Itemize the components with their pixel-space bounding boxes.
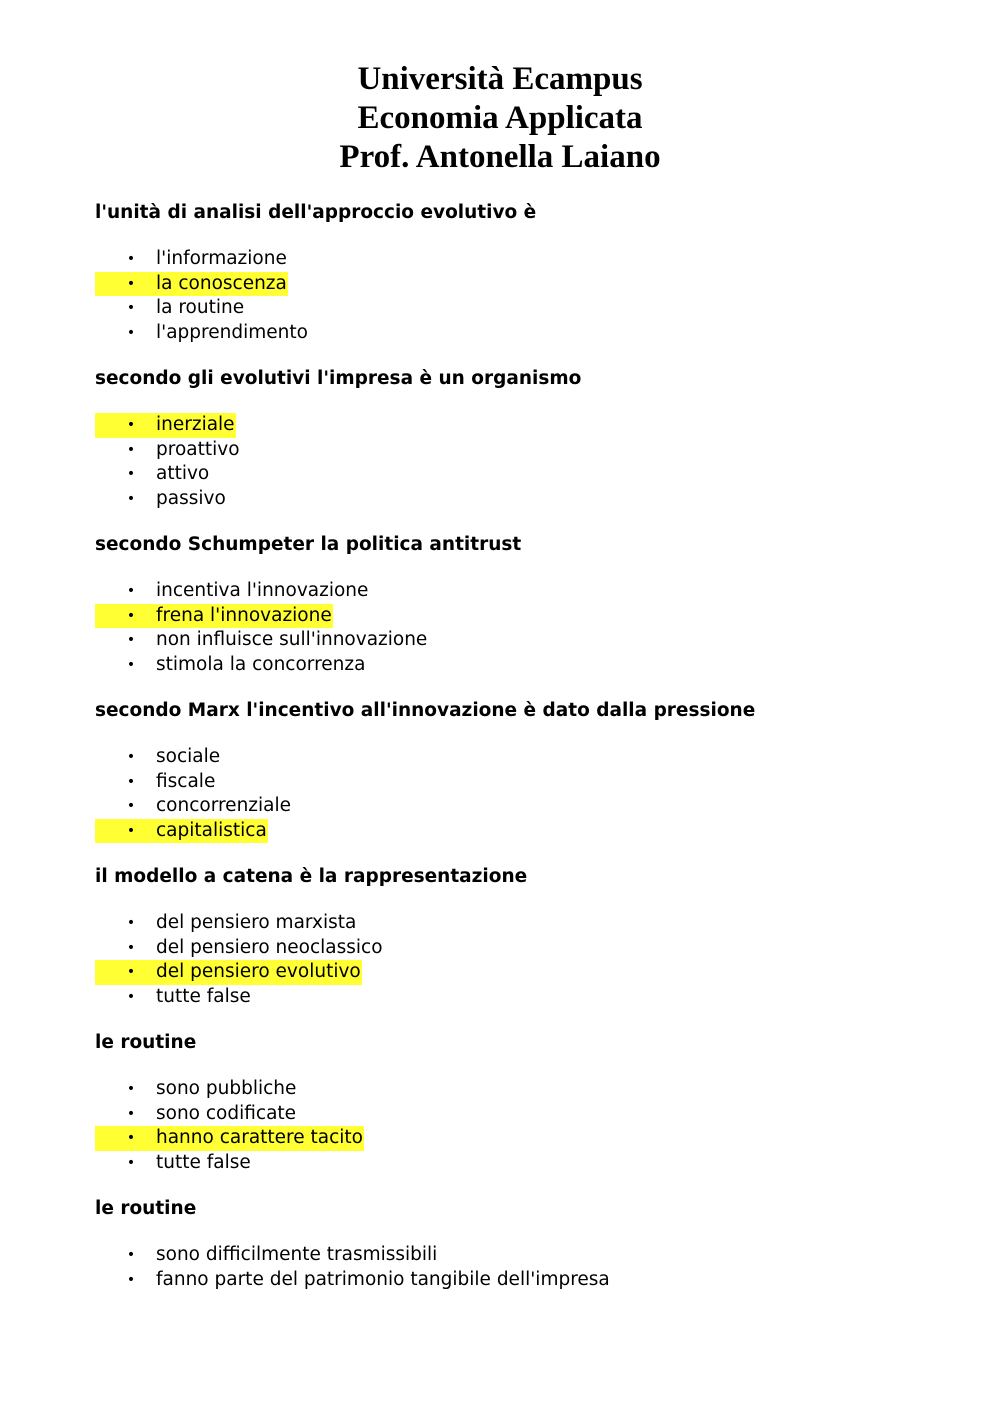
answer-text: sono difficilmente trasmissibili (156, 1244, 438, 1265)
answer-item (95, 1102, 955, 1127)
bullet-icon: • (126, 417, 136, 433)
bullet-icon: • (126, 490, 136, 507)
answer-text: attivo (156, 463, 210, 484)
answer-text: hanno carattere tacito (156, 1127, 363, 1148)
bullet-icon: • (126, 1130, 136, 1146)
answer-row (95, 579, 369, 604)
bullet-icon: • (126, 1154, 136, 1171)
question-block (95, 697, 955, 843)
answer-item (95, 819, 955, 844)
answer-text: capitalistica (156, 819, 267, 841)
bullet-icon: • (126, 607, 136, 624)
answer-text: fiscale (156, 770, 216, 792)
answer-item (95, 438, 955, 463)
bullet-icon: • (126, 441, 136, 458)
answer-row (95, 296, 245, 321)
answer-item (95, 960, 955, 985)
answer-item (95, 1243, 955, 1268)
university-name: Università Ecampus (357, 61, 643, 97)
question-text: l'unità di analisi dell'approccio evolutivo è (95, 202, 537, 223)
answer-item (95, 1151, 955, 1176)
answer-row (95, 321, 309, 346)
bullet-icon: • (126, 939, 136, 956)
answer-row (95, 653, 366, 678)
bullet-icon: • (126, 1081, 136, 1097)
answer-item (95, 462, 955, 487)
bullet-icon: • (126, 749, 136, 765)
answer-row (95, 247, 288, 272)
bullet-icon: • (126, 300, 136, 316)
answer-item (95, 794, 955, 819)
answer-row (95, 911, 357, 936)
quiz-content (95, 199, 955, 1312)
answer-row (95, 628, 428, 653)
answer-text: fanno parte del patrimonio tangibile dell'impresa (156, 1268, 610, 1290)
document-header (0, 60, 1000, 177)
answer-text: la conoscenza (156, 272, 287, 294)
question-text: secondo Marx l'incentivo all'innovazione è dato dalla pressione (95, 700, 756, 721)
bullet-icon: • (126, 324, 136, 341)
answer-item (95, 296, 955, 321)
bullet-icon: • (126, 656, 136, 673)
answer-text: inerziale (156, 414, 235, 435)
answer-item (95, 653, 955, 678)
answer-item (95, 321, 955, 346)
bullet-icon: • (126, 1271, 136, 1288)
answer-row (95, 1151, 252, 1176)
question-text: le routine (95, 1032, 197, 1053)
question-text: le routine (95, 1198, 197, 1219)
course-name: Economia Applicata (357, 100, 643, 136)
answer-list (95, 247, 955, 345)
professor-name: Prof. Antonella Laiano (339, 139, 661, 175)
bullet-icon: • (126, 251, 136, 267)
answer-row (95, 1243, 438, 1268)
answer-list (95, 1243, 955, 1292)
bullet-icon: • (126, 915, 136, 931)
question-block (95, 863, 955, 1009)
answer-list (95, 1077, 955, 1175)
answer-text: stimola la concorrenza (156, 653, 366, 675)
answer-list (95, 911, 955, 1009)
answer-item (95, 272, 955, 297)
answer-item (95, 1126, 955, 1151)
question-block (95, 199, 955, 345)
question-text: secondo Schumpeter la politica antitrust (95, 534, 522, 555)
answer-text: sociale (156, 746, 221, 767)
answer-item (95, 487, 955, 512)
answer-text: del pensiero evolutivo (156, 961, 361, 982)
bullet-icon: • (126, 466, 136, 482)
answer-text: concorrenziale (156, 795, 292, 816)
answer-text: sono codificate (156, 1102, 297, 1124)
answer-row (95, 272, 288, 297)
answer-item (95, 1077, 955, 1102)
bullet-icon: • (126, 1247, 136, 1263)
answer-row (95, 462, 210, 487)
answer-row (95, 819, 268, 844)
question-block (95, 1195, 955, 1292)
answer-row (95, 745, 221, 770)
bullet-icon: • (126, 583, 136, 599)
answer-item (95, 770, 955, 795)
answer-list (95, 745, 955, 843)
answer-row (95, 438, 241, 463)
answer-item (95, 985, 955, 1010)
answer-row (95, 1126, 364, 1151)
answer-text: non influisce sull'innovazione (156, 629, 428, 650)
answer-text: incentiva l'innovazione (156, 580, 369, 601)
answer-item (95, 579, 955, 604)
answer-text: l'apprendimento (156, 321, 308, 343)
answer-text: tutte false (156, 1151, 251, 1173)
answer-text: del pensiero neoclassico (156, 936, 383, 958)
answer-row (95, 487, 227, 512)
bullet-icon: • (126, 822, 136, 839)
answer-item (95, 247, 955, 272)
answer-text: passivo (156, 487, 226, 509)
bullet-icon: • (126, 773, 136, 790)
answer-row (95, 1102, 297, 1127)
answer-row (95, 1077, 297, 1102)
question-text: il modello a catena è la rappresentazione (95, 866, 528, 887)
answer-row (95, 1268, 611, 1293)
answer-row (95, 604, 333, 629)
bullet-icon: • (126, 798, 136, 814)
answer-row (95, 413, 236, 438)
question-text: secondo gli evolutivi l'impresa è un organismo (95, 368, 582, 389)
answer-row (95, 985, 252, 1010)
answer-text: la routine (156, 297, 245, 318)
answer-item (95, 911, 955, 936)
answer-text: del pensiero marxista (156, 912, 357, 933)
answer-text: l'informazione (156, 248, 287, 269)
answer-list (95, 579, 955, 677)
question-block (95, 531, 955, 677)
answer-item (95, 413, 955, 438)
answer-text: frena l'innovazione (156, 604, 332, 626)
bullet-icon: • (126, 275, 136, 292)
answer-row (95, 936, 384, 961)
answer-item (95, 936, 955, 961)
bullet-icon: • (126, 964, 136, 980)
answer-row (95, 960, 362, 985)
bullet-icon: • (126, 988, 136, 1005)
answer-item (95, 604, 955, 629)
answer-item (95, 628, 955, 653)
answer-item (95, 1268, 955, 1293)
answer-text: tutte false (156, 985, 251, 1007)
question-block (95, 365, 955, 511)
answer-row (95, 794, 292, 819)
answer-list (95, 413, 955, 511)
answer-item (95, 745, 955, 770)
answer-text: sono pubbliche (156, 1078, 297, 1099)
question-block (95, 1029, 955, 1175)
answer-text: proattivo (156, 438, 240, 460)
answer-row (95, 770, 216, 795)
bullet-icon: • (126, 632, 136, 648)
bullet-icon: • (126, 1105, 136, 1122)
